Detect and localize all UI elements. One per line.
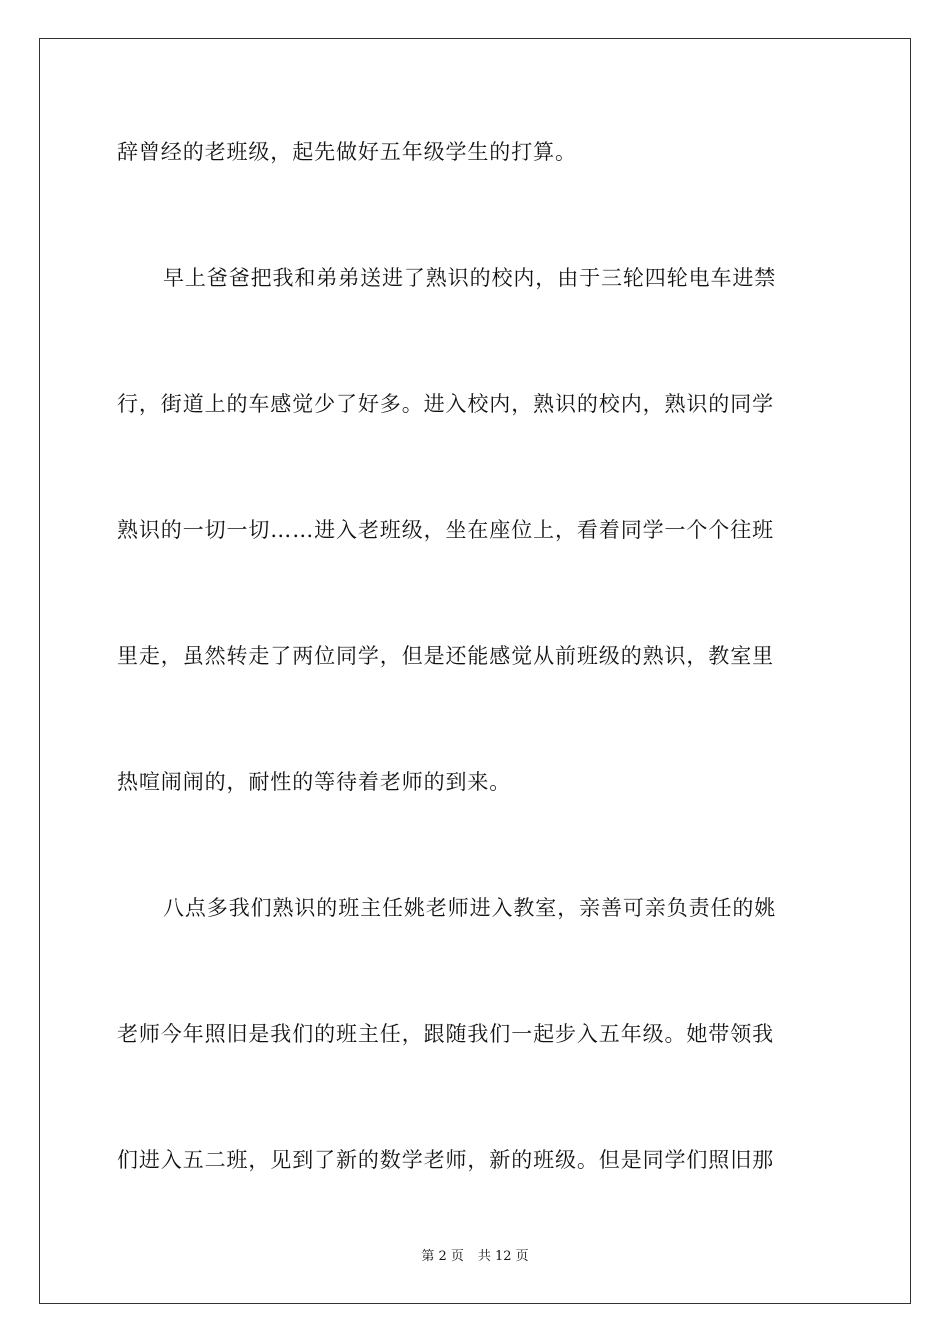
page-total: 共 12 页 — [477, 1249, 529, 1264]
page-number: 第 2 页 — [421, 1249, 464, 1264]
paragraph-line: 热喧闹闹的，耐性的等待着老师的到来。 — [117, 770, 512, 794]
paragraph-line: 辞曾经的老班级，起先做好五年级学生的打算。 — [117, 140, 577, 164]
paragraph-line: 早上爸爸把我和弟弟送进了熟识的校内，由于三轮四轮电车进禁 — [163, 266, 777, 290]
paragraph-line: 行，街道上的车感觉少了好多。进入校内，熟识的校内，熟识的同学 — [117, 392, 774, 416]
page-footer — [0, 1248, 950, 1266]
page-border — [39, 38, 911, 1304]
paragraph-line: 里走，虽然转走了两位同学，但是还能感觉从前班级的熟识，教室里 — [117, 644, 774, 668]
paragraph-line: 们进入五二班，见到了新的数学老师，新的班级。但是同学们照旧那 — [117, 1148, 774, 1172]
paragraph-line: 熟识的一切一切……进入老班级，坐在座位上，看着同学一个个往班 — [117, 518, 774, 542]
paragraph-line: 八点多我们熟识的班主任姚老师进入教室，亲善可亲负责任的姚 — [163, 896, 777, 920]
paragraph-line: 老师今年照旧是我们的班主任，跟随我们一起步入五年级。她带领我 — [117, 1022, 774, 1046]
